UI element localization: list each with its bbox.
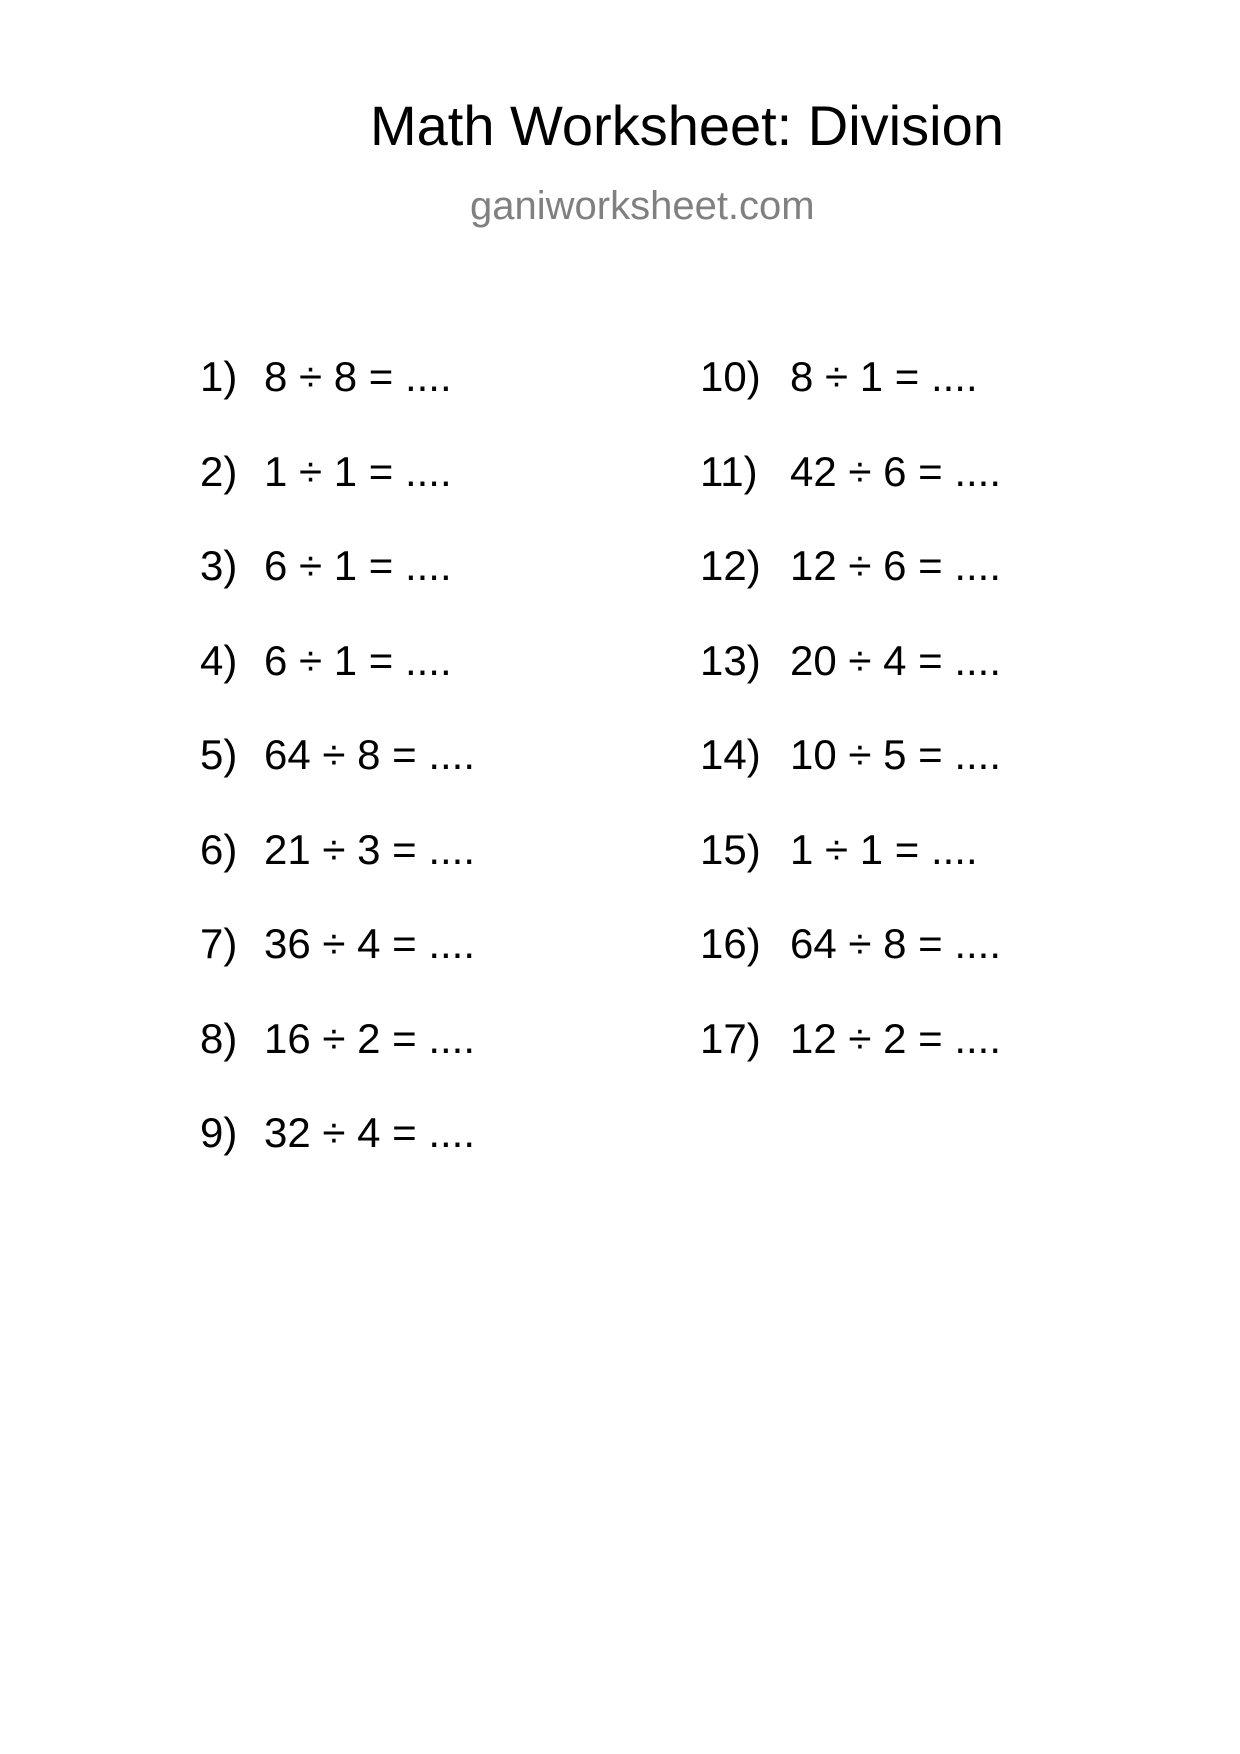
problem-item xyxy=(200,353,680,451)
problem-expression: 20 ÷ 4 = .... xyxy=(790,636,1002,684)
problem-expression: 6 ÷ 1 = .... xyxy=(264,636,452,684)
problem-item xyxy=(700,353,1180,451)
problem-item xyxy=(200,542,680,640)
problem-number: 14) xyxy=(700,731,761,778)
problem-item xyxy=(200,1014,680,1113)
problem-column-right xyxy=(700,353,1180,1112)
problem-column-left xyxy=(200,353,680,1207)
problem-number: 4) xyxy=(200,636,238,684)
problem-expression: 64 ÷ 8 = .... xyxy=(790,920,1002,967)
problem-number: 8) xyxy=(200,1014,238,1062)
problem-item xyxy=(700,731,1180,829)
problem-number: 9) xyxy=(200,1109,238,1156)
source-url: ganiworksheet.com xyxy=(470,184,815,228)
problem-number: 11) xyxy=(700,447,758,495)
problem-number: 17) xyxy=(700,1014,761,1062)
problem-expression: 64 ÷ 8 = .... xyxy=(264,731,476,778)
problem-expression: 16 ÷ 2 = .... xyxy=(264,1014,476,1062)
problem-expression: 12 ÷ 2 = .... xyxy=(790,1014,1002,1062)
problem-expression: 12 ÷ 6 = .... xyxy=(790,542,1002,589)
problem-number: 3) xyxy=(200,542,238,589)
problem-item xyxy=(700,636,1180,735)
problem-expression: 1 ÷ 1 = .... xyxy=(264,447,452,495)
problem-expression: 1 ÷ 1 = .... xyxy=(790,825,978,873)
problem-number: 7) xyxy=(200,920,238,967)
problem-number: 12) xyxy=(700,542,761,589)
problem-item xyxy=(200,920,680,1018)
problem-number: 6) xyxy=(200,825,238,873)
problem-item xyxy=(700,825,1180,924)
problem-number: 10) xyxy=(700,353,761,400)
problem-item xyxy=(200,825,680,924)
problem-item xyxy=(700,542,1180,640)
problem-expression: 42 ÷ 6 = .... xyxy=(790,447,1002,495)
problem-number: 2) xyxy=(200,447,238,495)
problem-number: 5) xyxy=(200,731,238,778)
problem-item xyxy=(200,731,680,829)
problem-number: 16) xyxy=(700,920,761,967)
problem-number: 15) xyxy=(700,825,761,873)
problem-expression: 10 ÷ 5 = .... xyxy=(790,731,1002,778)
problem-expression: 21 ÷ 3 = .... xyxy=(264,825,476,873)
problem-expression: 8 ÷ 8 = .... xyxy=(264,353,452,400)
problem-item xyxy=(700,1014,1180,1113)
problem-item xyxy=(700,920,1180,1018)
page-title: Math Worksheet: Division xyxy=(370,94,1004,157)
problem-number: 13) xyxy=(700,636,761,684)
problem-item xyxy=(700,447,1180,546)
problem-expression: 36 ÷ 4 = .... xyxy=(264,920,476,967)
problem-number: 1) xyxy=(200,353,238,400)
problem-item xyxy=(200,636,680,735)
problem-item xyxy=(200,447,680,546)
problem-expression: 8 ÷ 1 = .... xyxy=(790,353,978,400)
problem-expression: 32 ÷ 4 = .... xyxy=(264,1109,476,1156)
problem-item xyxy=(200,1109,680,1207)
problem-expression: 6 ÷ 1 = .... xyxy=(264,542,452,589)
